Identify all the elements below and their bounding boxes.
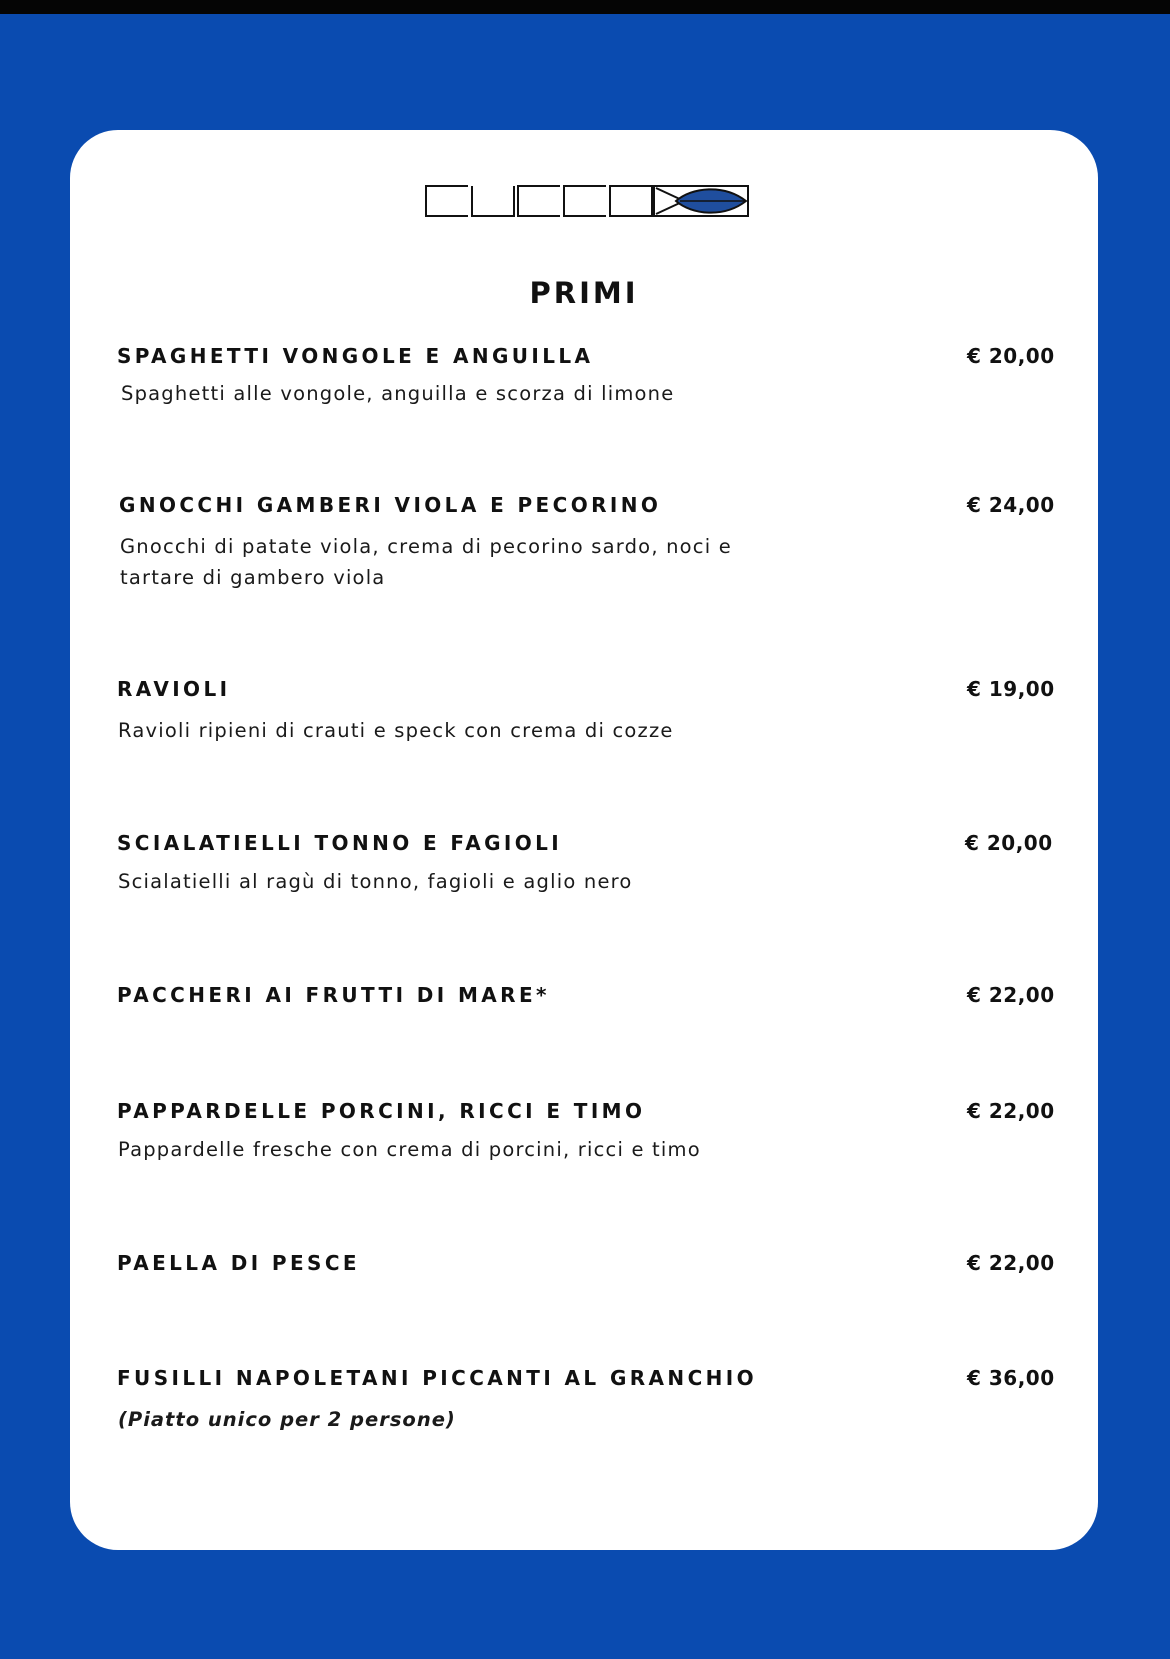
- fish-icon: [656, 188, 746, 214]
- item-name: PAPPARDELLE PORCINI, RICCI E TIMO: [117, 1099, 646, 1123]
- item-name: PACCHERI AI FRUTTI DI MARE*: [117, 983, 550, 1007]
- item-price: € 20,00: [965, 831, 1053, 855]
- menu-card: [70, 130, 1098, 1550]
- item-description: Gnocchi di patate viola, crema di pecorino sardo, noci e tartare di gambero viola: [120, 535, 732, 589]
- item-name: SPAGHETTI VONGOLE E ANGUILLA: [117, 344, 594, 368]
- item-price: € 20,00: [967, 344, 1055, 368]
- item-price: € 22,00: [967, 1251, 1055, 1275]
- item-name: GNOCCHI GAMBERI VIOLA E PECORINO: [119, 493, 662, 517]
- logo-graphic: [424, 184, 750, 218]
- item-note: (Piatto unico per 2 persone): [118, 1408, 456, 1431]
- item-name: RAVIOLI: [117, 677, 231, 701]
- item-description: Spaghetti alle vongole, anguilla e scorza di limone: [121, 382, 675, 405]
- item-price: € 36,00: [967, 1366, 1055, 1390]
- item-price: € 22,00: [967, 1099, 1055, 1123]
- item-name: SCIALATIELLI TONNO E FAGIOLI: [117, 831, 563, 855]
- item-price: € 22,00: [967, 983, 1055, 1007]
- logo: [424, 184, 750, 218]
- item-price: € 19,00: [967, 677, 1055, 701]
- item-description: Pappardelle fresche con crema di porcini, ricci e timo: [118, 1138, 701, 1161]
- item-name: PAELLA DI PESCE: [117, 1251, 360, 1275]
- item-description: Scialatielli al ragù di tonno, fagioli e aglio nero: [118, 870, 633, 893]
- item-description: Ravioli ripieni di crauti e speck con crema di cozze: [118, 719, 674, 742]
- section-title: PRIMI: [529, 276, 639, 310]
- item-name: FUSILLI NAPOLETANI PICCANTI AL GRANCHIO: [117, 1366, 758, 1390]
- item-price: € 24,00: [967, 493, 1055, 517]
- top-bar: [0, 0, 1170, 14]
